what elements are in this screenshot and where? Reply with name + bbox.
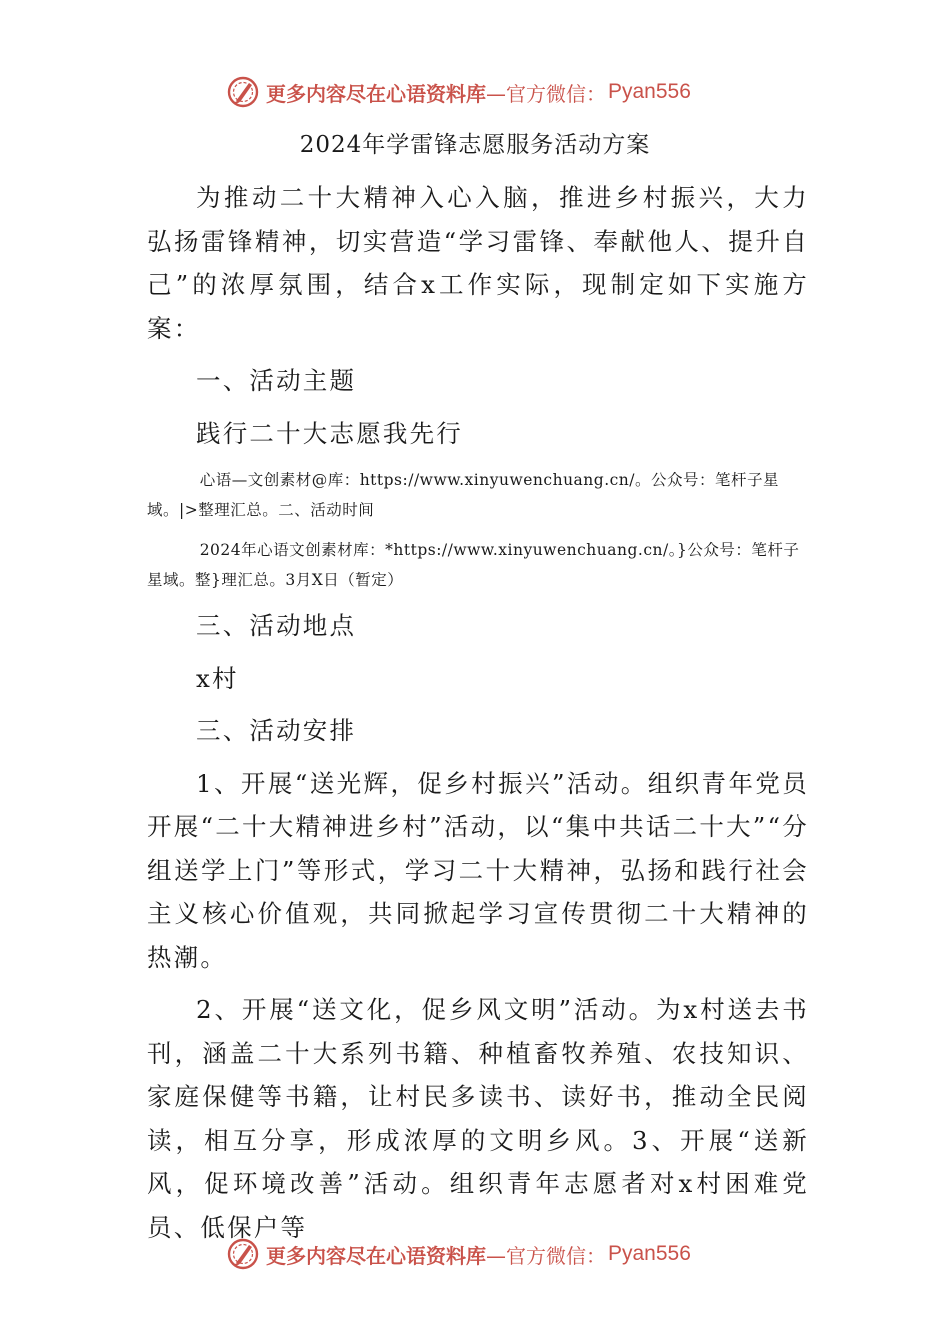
intro-paragraph: 为推动二十大精神入心入脑，推进乡村振兴，大力弘扬雷锋精神，切实营造“学习雷锋、奉献他人、提升自己”的浓厚氛围，结合x工作实际，现制定如下实施方案： xyxy=(147,183,809,343)
page-title: 2024年学雷锋志愿服务活动方案 xyxy=(299,132,651,158)
section-body-location: x村 xyxy=(196,663,239,693)
header-wechat-id: Pyan556 xyxy=(608,80,691,103)
section-heading-theme: 一、活动主题 xyxy=(196,366,357,395)
brand-logo-icon xyxy=(226,1237,260,1271)
header-brand-text: 更多内容尽在心语资料库 xyxy=(266,81,486,106)
header-separator: —官方微信： xyxy=(486,81,606,106)
arrangement-item-2: 2、开展“送文化，促乡风文明”活动。为x村送去书刊，涵盖二十大系列书籍、种植畜牧养殖、农技知识、家庭保健等书籍，让村民多读书、读好书，推动全民阅读，相互分享，形成浓厚的文明乡风。3、开展“送新风，促环境改善”活动。组织青年志愿者对x村困难党员、低保户等 xyxy=(147,995,809,1242)
header-watermark xyxy=(226,72,691,112)
arrangement-item-1: 1、开展“送光辉，促乡村振兴”活动。组织青年党员开展“二十大精神进乡村”活动，以“集中共话二十大”“分组送学上门”等形式，学习二十大精神，弘扬和践行社会主义核心价值观，共同掀起学习宣传贯彻二十大精神的热潮。 xyxy=(147,768,809,972)
section-body-theme: 践行二十大志愿我先行 xyxy=(196,418,463,448)
brand-logo-icon xyxy=(226,75,260,109)
watermark-note-1: 心语—文创素材@库：https://www.xinyuwenchuang.cn/。公众号：笔杆子星域。|>整理汇总。二、活动时间 xyxy=(147,471,780,519)
footer-brand-text: 更多内容尽在心语资料库 xyxy=(266,1243,486,1268)
document-body xyxy=(147,176,809,1249)
section-heading-arrangement: 三、活动安排 xyxy=(196,716,357,745)
section-heading-location: 三、活动地点 xyxy=(196,611,357,640)
watermark-note-2: 2024年心语文创素材库：*https://www.xinyuwenchuang.cn/。}公众号：笔杆子星域。整}理汇总。3月X日（暂定） xyxy=(147,541,800,589)
footer-separator: —官方微信： xyxy=(486,1243,606,1268)
footer-wechat-id: Pyan556 xyxy=(608,1242,691,1265)
footer-watermark xyxy=(226,1234,691,1274)
